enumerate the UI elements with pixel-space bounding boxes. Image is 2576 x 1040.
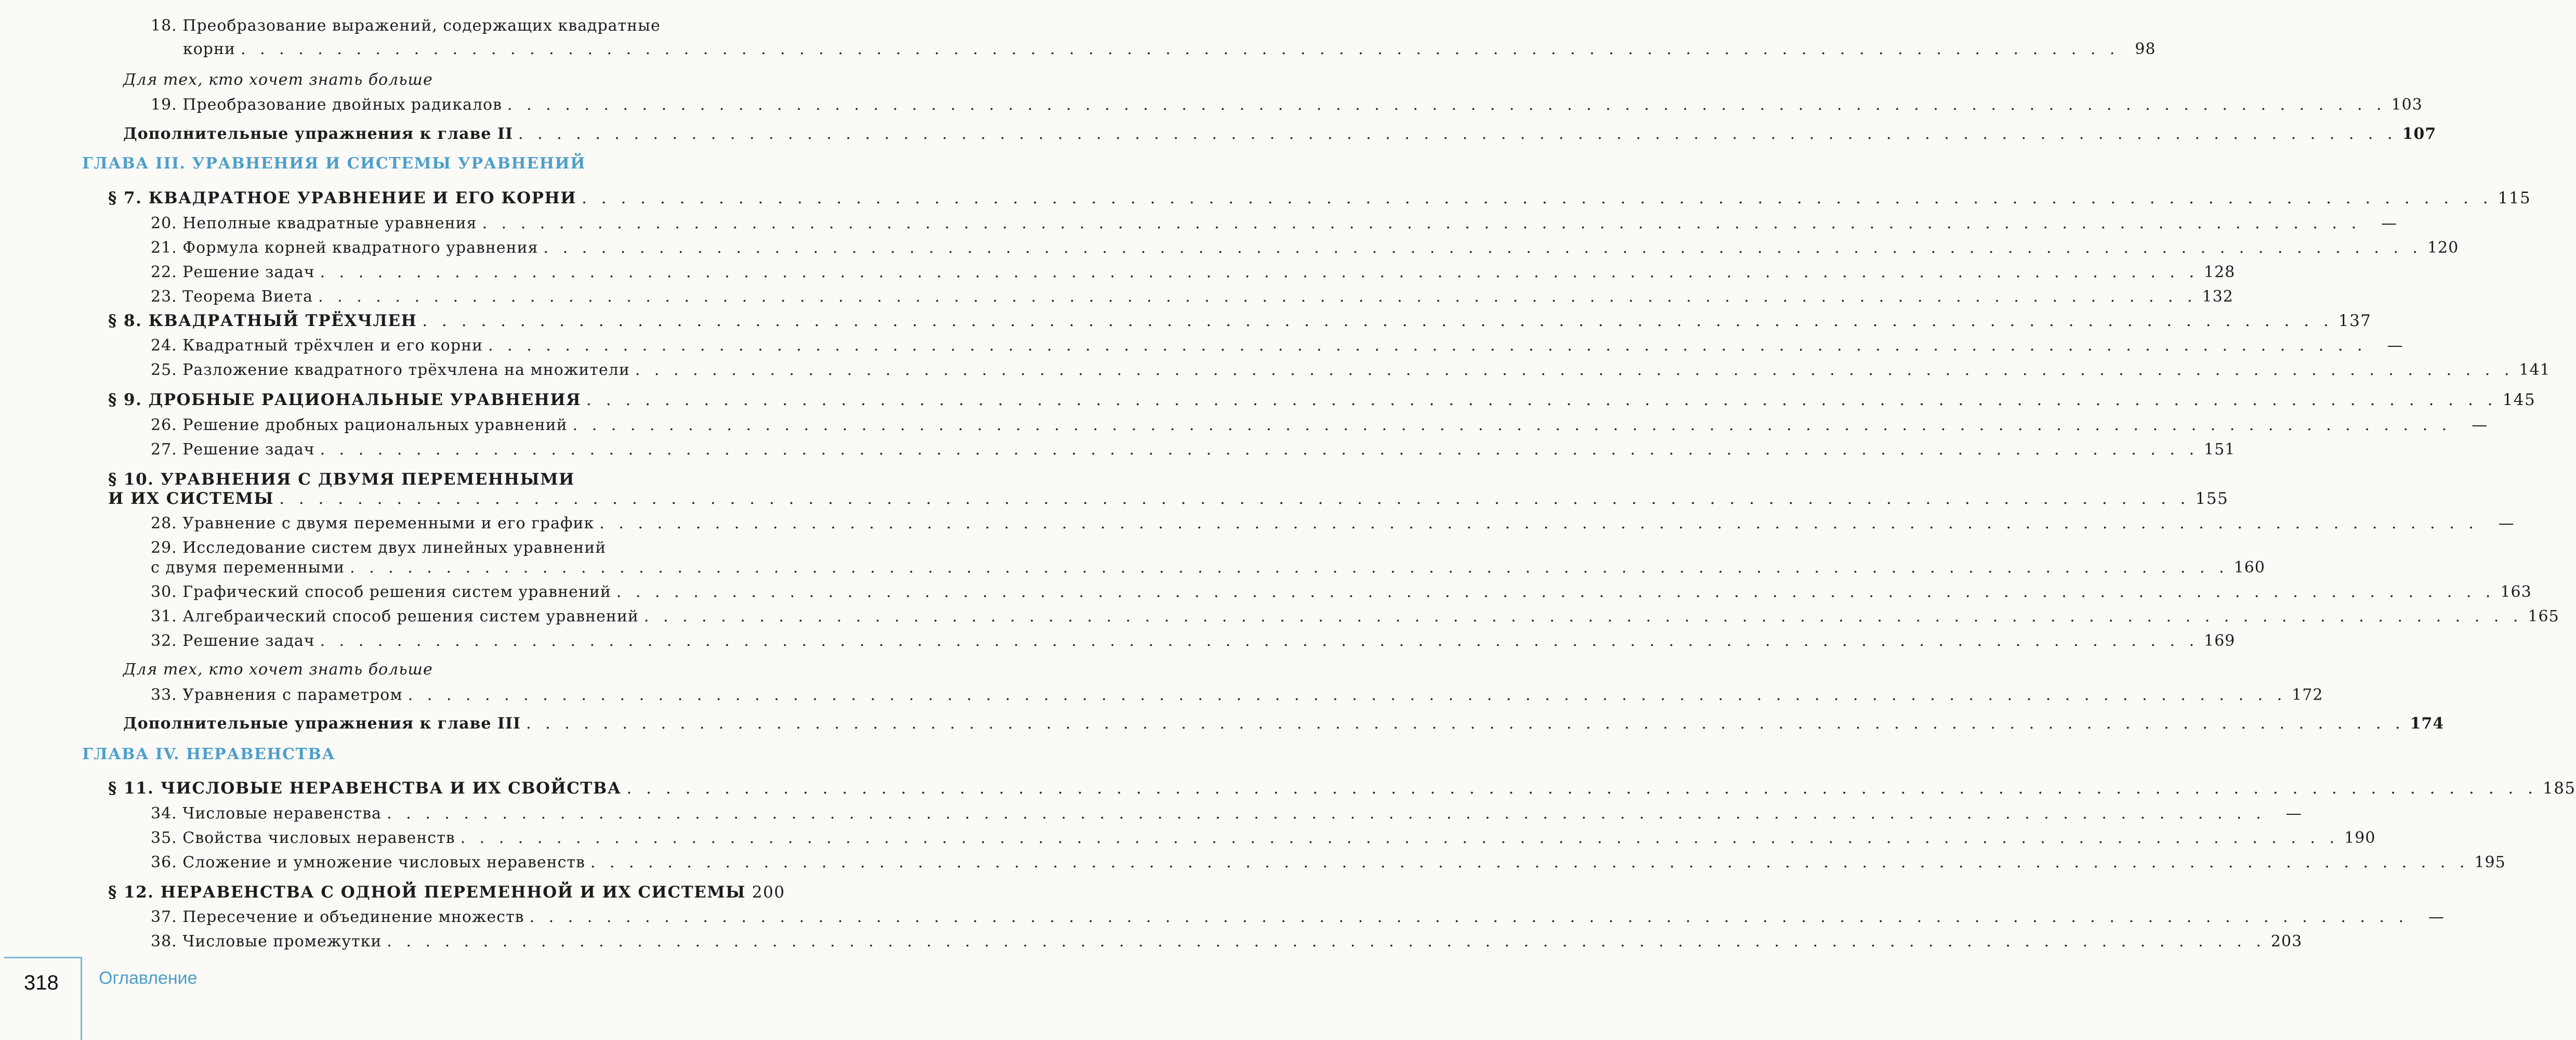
toc-item-18[interactable] (183, 40, 2156, 59)
footer-divider (4, 957, 82, 958)
leader-dots (408, 686, 2287, 705)
toc-item-37[interactable] (151, 908, 2445, 927)
leader-dots (590, 853, 2469, 872)
toc-item-text: 23. Теорема Виета (151, 288, 313, 306)
toc-item-text: 38. Числовые промежутки (151, 932, 382, 951)
toc-page-number: 185 (2542, 779, 2576, 798)
toc-page-number: 120 (2427, 239, 2459, 257)
toc-item-text: 30. Графический способ решения систем уравнений (151, 583, 611, 601)
leader-dots (387, 932, 2266, 951)
toc-item-text: 37. Пересечение и объединение множеств (151, 908, 524, 926)
leader-dots (616, 583, 2495, 602)
toc-item-text: 19. Преобразование двойных радикалов (151, 96, 503, 114)
toc-item-21[interactable] (151, 239, 2459, 257)
toc-page-number: — (2472, 416, 2488, 434)
toc-item-35[interactable] (151, 829, 2376, 848)
toc-item-32[interactable] (151, 632, 2236, 651)
toc-item-text: § 9. ДРОБНЫЕ РАЦИОНАЛЬНЫЕ УРАВНЕНИЯ (108, 391, 582, 409)
toc-section-11[interactable] (108, 779, 2576, 798)
toc-section-10[interactable] (108, 489, 2229, 508)
toc-extra-exercises-ch3[interactable] (123, 714, 2444, 733)
toc-item-33[interactable] (151, 686, 2323, 705)
leader-dots (482, 214, 2361, 233)
toc-item-text: 32. Решение задач (151, 632, 315, 650)
toc-item-23[interactable] (151, 288, 2233, 306)
leader-dots (488, 336, 2367, 355)
toc-item-text: 21. Формула корней квадратного уравнения (151, 239, 538, 257)
leader-dots (320, 632, 2199, 651)
toc-page-number: 155 (2195, 489, 2229, 508)
toc-page-number: 141 (2519, 361, 2551, 379)
toc-item-text: 22. Решение задач (151, 263, 315, 281)
chapter-4-heading[interactable]: ГЛАВА IV. НЕРАВЕНСТВА (82, 745, 336, 763)
toc-page-number: 195 (2474, 853, 2506, 872)
toc-page-number: — (2387, 336, 2403, 355)
toc-page-number: 145 (2502, 391, 2536, 409)
running-title: Оглавление (99, 968, 198, 988)
toc-page-number: 151 (2204, 440, 2236, 459)
toc-item-text: 33. Уравнения с параметром (151, 686, 403, 704)
toc-item-text: § 7. КВАДРАТНОЕ УРАВНЕНИЕ И ЕГО КОРНИ (108, 189, 577, 207)
toc-item-text: 20. Неполные квадратные уравнения (151, 214, 477, 232)
toc-section-9[interactable] (108, 391, 2536, 409)
toc-item-text: 28. Уравнение с двумя переменными и его график (151, 514, 595, 532)
toc-page-number: 132 (2202, 288, 2233, 306)
leader-dots (461, 829, 2340, 848)
leader-dots (544, 239, 2423, 257)
toc-item-text: И ИХ СИСТЕМЫ (108, 489, 274, 508)
toc-item-28[interactable] (151, 514, 2515, 533)
toc-page-number: 98 (2135, 40, 2156, 58)
toc-item-text: Дополнительные упражнения к главе III (123, 714, 521, 733)
leader-dots (626, 779, 2538, 798)
toc-item-27[interactable] (151, 440, 2236, 459)
toc-extra-exercises-ch2[interactable] (123, 125, 2437, 144)
toc-item-29-line1[interactable]: 29. Исследование систем двух линейных уравнений (151, 539, 607, 557)
leader-dots (599, 514, 2478, 533)
leader-dots (422, 311, 2333, 330)
toc-item-38[interactable] (151, 932, 2303, 951)
toc-item-31[interactable] (151, 607, 2559, 626)
toc-page-number: 172 (2292, 686, 2323, 704)
toc-item-36[interactable] (151, 853, 2506, 872)
toc-page-number: — (2428, 908, 2445, 926)
toc-item-text: 36. Сложение и умножение числовых неравенств (151, 853, 585, 872)
toc-page-number: 163 (2500, 583, 2532, 601)
chapter-3-heading[interactable]: ГЛАВА III. УРАВНЕНИЯ И СИСТЕМЫ УРАВНЕНИЙ (82, 154, 586, 173)
extra-heading: Для тех, кто хочет знать больше (123, 660, 433, 679)
toc-item-18-line1: 18. Преобразование выражений, содержащих квадратные (151, 17, 661, 35)
toc-item-text: § 11. ЧИСЛОВЫЕ НЕРАВЕНСТВА И ИХ СВОЙСТВА (108, 779, 622, 798)
toc-item-text: с двумя переменными (151, 558, 345, 577)
leader-dots (350, 558, 2229, 577)
toc-page-number: 190 (2344, 829, 2376, 847)
toc-item-22[interactable] (151, 263, 2236, 282)
page-number: 318 (24, 971, 59, 994)
leader-dots (320, 263, 2199, 282)
toc-item-20[interactable] (151, 214, 2398, 233)
toc-section-10-line1[interactable]: § 10. УРАВНЕНИЯ С ДВУМЯ ПЕРЕМЕННЫМИ (108, 470, 575, 489)
toc-page-number: 137 (2338, 311, 2372, 330)
toc-page-number: 174 (2410, 714, 2444, 733)
leader-dots (530, 908, 2409, 927)
toc-page-number: 128 (2204, 263, 2236, 281)
toc-item-text: корни (183, 40, 236, 58)
toc-page-number: — (2381, 214, 2398, 232)
toc-section-12[interactable] (108, 883, 785, 902)
toc-page-number: — (2285, 804, 2302, 823)
toc-item-26[interactable] (151, 416, 2488, 435)
leader-dots (582, 189, 2493, 207)
toc-item-25[interactable] (151, 361, 2551, 380)
leader-dots (644, 607, 2523, 626)
toc-item-text: 35. Свойства числовых неравенств (151, 829, 455, 847)
leader-dots (320, 440, 2199, 459)
toc-item-text: § 8. КВАДРАТНЫЙ ТРЁХЧЛЕН (108, 311, 417, 330)
toc-item-text: 31. Алгебраический способ решения систем уравнений (151, 607, 639, 626)
footer-divider-vertical (81, 957, 82, 1040)
toc-page-number: 165 (2528, 607, 2559, 626)
toc-item-24[interactable] (151, 336, 2403, 355)
toc-page-number: 200 (752, 883, 785, 902)
toc-section-8[interactable] (108, 311, 2372, 330)
toc-page-number: 203 (2270, 932, 2303, 951)
toc-page-number: — (2498, 514, 2515, 532)
toc-page-number: 115 (2498, 189, 2531, 207)
toc-item-text: § 12. НЕРАВЕНСТВА С ОДНОЙ ПЕРЕМЕННОЙ И ИХ СИСТЕМЫ (108, 883, 746, 902)
extra-heading: Для тех, кто хочет знать больше (123, 71, 433, 89)
toc-page-number: 169 (2204, 632, 2236, 650)
toc-page-number: 160 (2233, 558, 2265, 577)
toc-item-30[interactable] (151, 583, 2532, 602)
leader-dots (635, 361, 2514, 380)
toc-item-text: 27. Решение задач (151, 440, 315, 459)
toc-item-34[interactable] (151, 804, 2302, 823)
toc-item-text: 26. Решение дробных рациональных уравнений (151, 416, 568, 434)
toc-item-text: 24. Квадратный трёхчлен и его корни (151, 336, 483, 355)
toc-item-29[interactable] (151, 558, 2265, 577)
toc-item-19[interactable] (151, 96, 2423, 114)
toc-item-text: Дополнительные упражнения к главе II (123, 125, 514, 143)
leader-dots (318, 288, 2197, 306)
leader-dots (526, 714, 2405, 733)
toc-page-number: 107 (2402, 125, 2437, 143)
leader-dots (518, 125, 2397, 144)
leader-dots (387, 804, 2266, 823)
leader-dots (586, 391, 2498, 409)
toc-section-7[interactable] (108, 189, 2531, 207)
leader-dots (573, 416, 2452, 435)
leader-dots (241, 40, 2120, 59)
toc-page-number: 103 (2391, 96, 2423, 114)
toc-item-text: 34. Числовые неравенства (151, 804, 382, 823)
leader-dots (507, 96, 2386, 114)
toc-item-text: 25. Разложение квадратного трёхчлена на множители (151, 361, 630, 379)
leader-dots (279, 489, 2190, 508)
